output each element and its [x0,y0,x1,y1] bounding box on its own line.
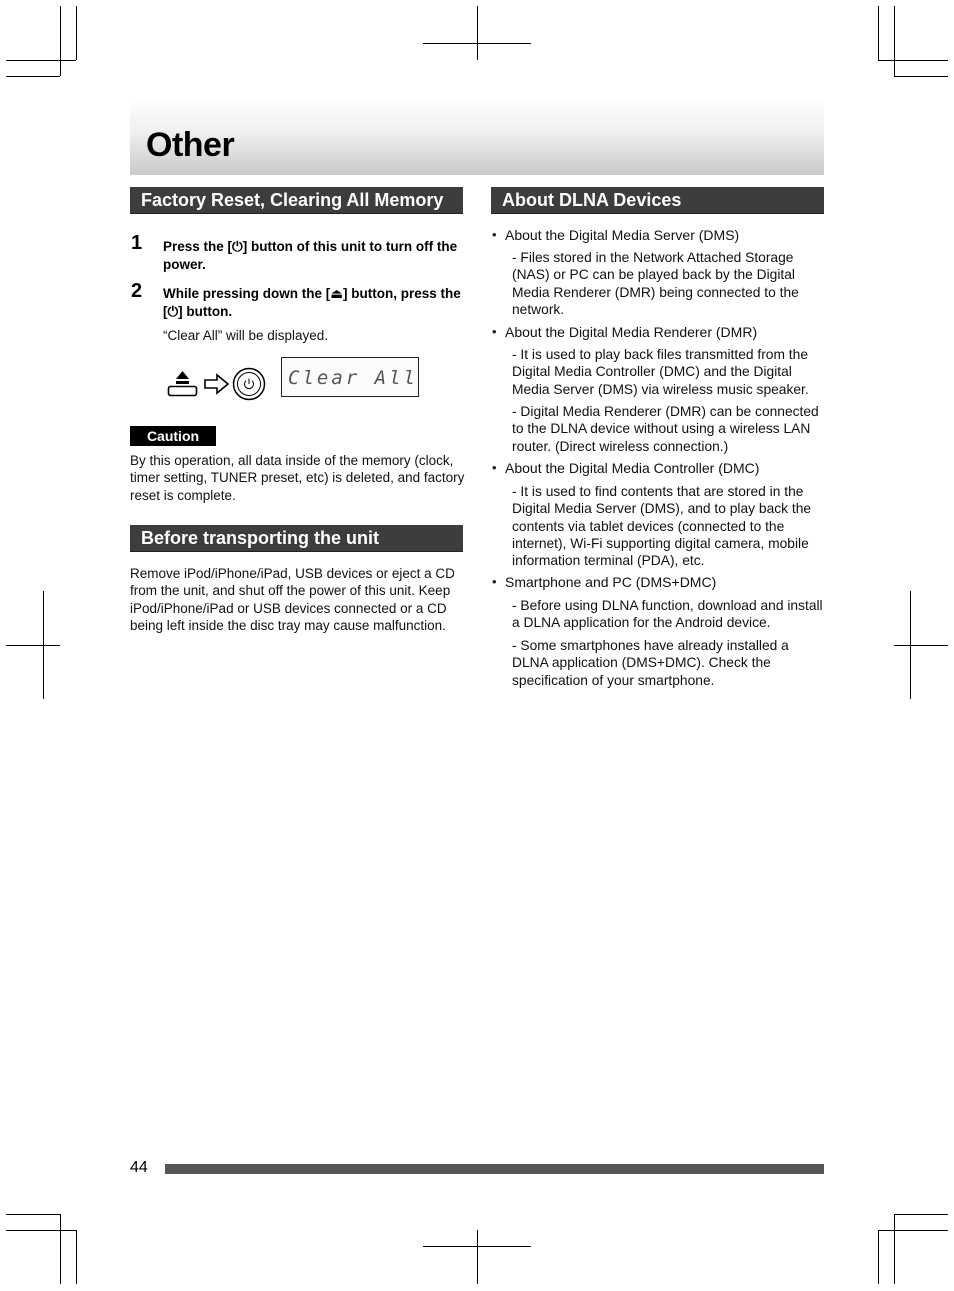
dlna-item-title: About the Digital Media Renderer (DMR) [505,324,758,340]
bullet: • [492,574,497,589]
step-2-text: While pressing down the [⏏] button, press the [⏻] button. [163,286,461,319]
factory-reset-heading: Factory Reset, Clearing All Memory [130,187,463,214]
eject-button-icon [167,366,199,398]
dlna-item-title: Smartphone and PC (DMS+DMC) [505,574,717,590]
dlna-item-title: About the Digital Media Controller (DMC) [505,460,760,476]
step-2-result: “Clear All” will be displayed. [163,328,329,343]
step-1-number: 1 [131,232,143,254]
transport-heading: Before transporting the unit [130,525,463,552]
dlna-item-title: About the Digital Media Server (DMS) [505,227,740,243]
dlna-heading: About DLNA Devices [491,187,824,214]
bullet: • [492,460,497,475]
caution-label: Caution [130,426,216,446]
power-button-icon [232,367,266,401]
arrow-right-icon [204,373,230,395]
page-number: 44 [130,1159,148,1176]
dlna-item-detail: - Files stored in the Network Attached Storage (NAS) or PC can be played back by the Digital Media Renderer (DMR) being connected to the network. [512,250,799,317]
lcd-display: Clear All [281,357,419,397]
transport-text: Remove iPod/iPhone/iPad, USB devices or eject a CD from the unit, and shut off the power of this unit. Keep iPod/iPhone/iPad or USB devices connected or a CD being left inside the disc tray may cause malfunction. [130,566,455,633]
dlna-item-detail: - Digital Media Renderer (DMR) can be connected to the DLNA device without using a wireless LAN router. (Direct wireless connection.) [512,404,819,454]
title-band [130,96,824,175]
caution-text: By this operation, all data inside of the memory (clock, timer setting, TUNER preset, etc) is deleted, and factory reset is complete. [130,453,465,503]
bullet: • [492,227,497,242]
dlna-item-detail: - It is used to play back files transmitted from the Digital Media Controller (DMC) and the Digital Media Server (DMS) via wireless music speaker. [512,347,809,397]
step-2-number: 2 [131,280,143,302]
bullet: • [492,324,497,339]
step-1-text: Press the [⏻] button of this unit to turn off the power. [163,239,458,272]
dlna-item-detail: - Before using DLNA function, download and install a DLNA application for the Android device. [512,598,823,631]
dlna-item-detail: - It is used to find contents that are stored in the Digital Media Server (DMS), and to play back the contents via tablet devices (connected to the internet), Wi-Fi supporting digital camera, mobile information terminal (PDA), etc. [512,484,812,569]
page-title: Other [146,126,235,164]
footer-bar [165,1164,824,1174]
dlna-item-detail: - Some smartphones have already installed a DLNA application (DMS+DMC). Check the specification of your smartphone. [512,638,789,688]
